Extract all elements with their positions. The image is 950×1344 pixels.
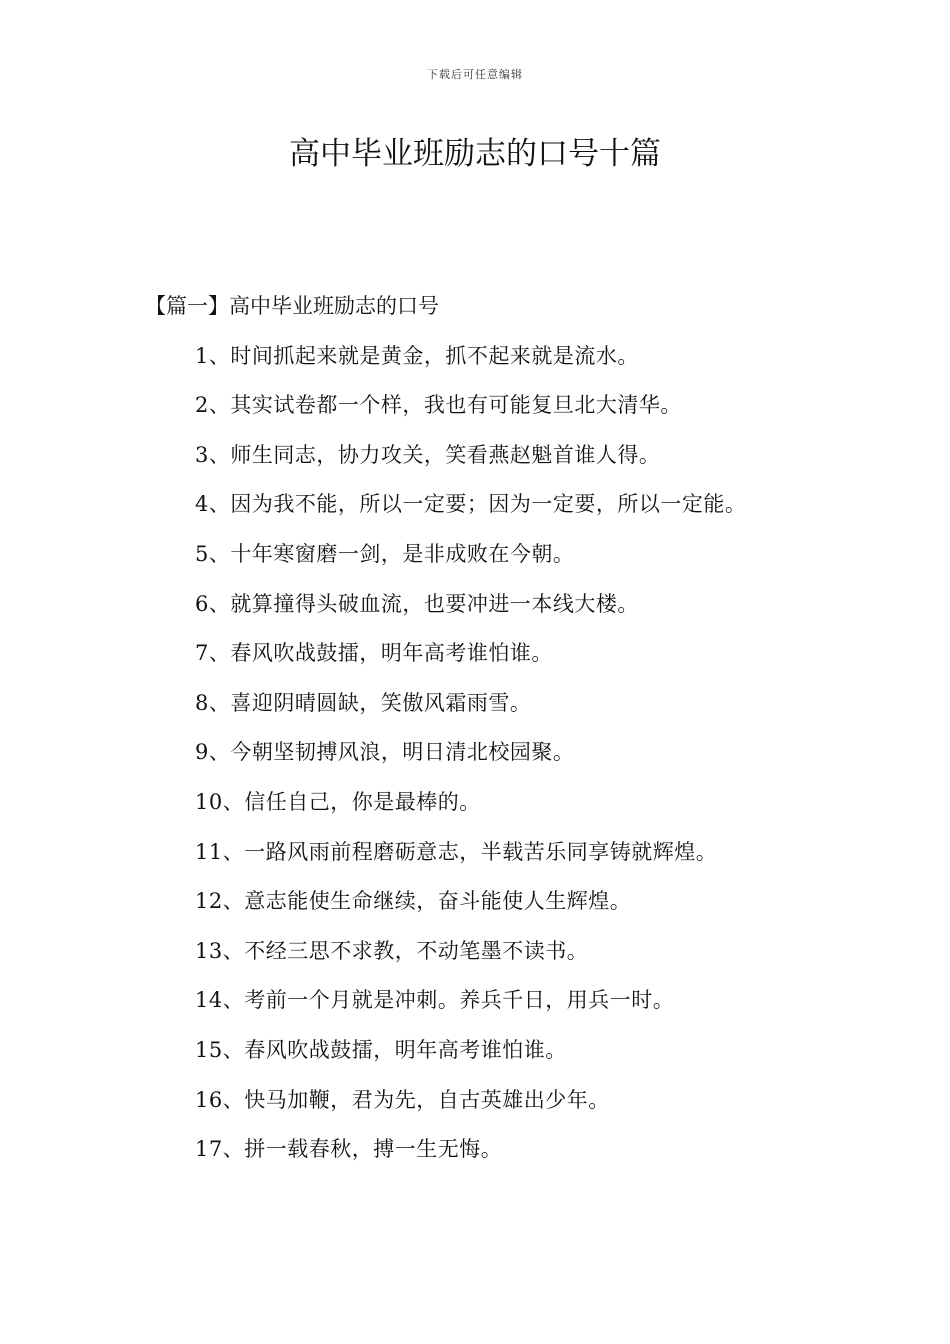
list-item: 10、信任自己，你是最棒的。 (195, 789, 481, 814)
list-item: 7、春风吹战鼓擂，明年高考谁怕谁。 (195, 641, 553, 666)
section-heading: 【篇一】高中毕业班励志的口号 (145, 294, 439, 318)
list-item: 4、因为我不能，所以一定要；因为一定要，所以一定能。 (195, 492, 747, 517)
list-item: 11、一路风雨前程磨砺意志，半载苦乐同享铸就辉煌。 (195, 839, 718, 864)
list-item: 17、拼一载春秋，搏一生无悔。 (195, 1137, 503, 1162)
list-item: 3、师生同志，协力攻关，笑看燕赵魁首谁人得。 (195, 442, 661, 467)
list-item: 12、意志能使生命继续，奋斗能使人生辉煌。 (195, 889, 632, 914)
page-header-note: 下载后可任意编辑 (427, 68, 523, 81)
list-item: 6、就算撞得头破血流，也要冲进一本线大楼。 (195, 591, 639, 616)
list-item: 14、考前一个月就是冲刺。养兵千日，用兵一时。 (195, 988, 675, 1013)
document-body (145, 282, 810, 1175)
list-item: 5、十年寒窗磨一剑，是非成败在今朝。 (195, 541, 575, 566)
list-item: 2、其实试卷都一个样，我也有可能复旦北大清华。 (195, 393, 682, 418)
list-item: 1、时间抓起来就是黄金，抓不起来就是流水。 (195, 343, 639, 368)
list-item: 8、喜迎阴晴圆缺，笑傲风霜雨雪。 (195, 690, 532, 715)
list-item: 15、春风吹战鼓擂，明年高考谁怕谁。 (195, 1037, 567, 1062)
list-item: 9、今朝坚韧搏风浪，明日清北校园聚。 (195, 740, 575, 765)
document-title: 高中毕业班励志的口号十篇 (289, 136, 661, 172)
list-item: 16、快马加鞭，君为先，自古英雄出少年。 (195, 1087, 610, 1112)
list-item: 13、不经三思不求教，不动笔墨不读书。 (195, 938, 589, 963)
